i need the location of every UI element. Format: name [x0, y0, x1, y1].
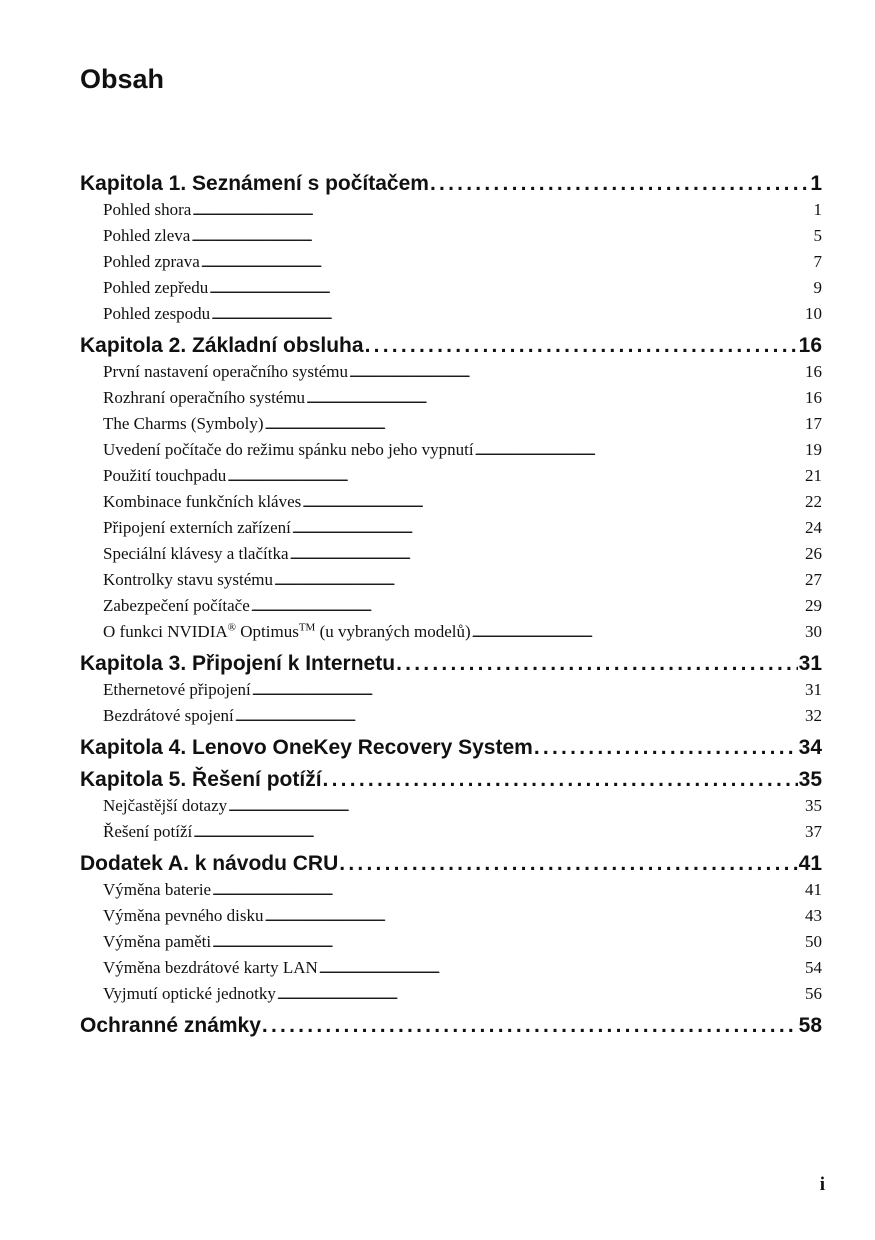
toc-section-entry[interactable] [80, 411, 822, 437]
dot-leader [265, 411, 804, 437]
dot-leader [209, 275, 812, 301]
toc-entry-title: The Charms (Symboly) [103, 414, 264, 433]
toc-entry-title: Výměna pevného disku [103, 906, 264, 925]
dot-leader [228, 793, 804, 819]
toc-section-entry[interactable] [80, 541, 822, 567]
toc-entry-title: Nejčastější dotazy [103, 796, 228, 815]
superscript: ® [227, 621, 236, 634]
toc-entry-title: Pohled zprava [103, 252, 200, 271]
toc-entry-title: Ethernetové připojení [103, 680, 251, 699]
toc-entry-page: 58 [798, 1014, 822, 1037]
toc-section-entry[interactable] [80, 593, 822, 619]
toc-entry-title: Speciální klávesy a tlačítka [103, 544, 289, 563]
dot-leader [211, 301, 804, 327]
toc-entry-page: 41 [798, 852, 822, 875]
toc-entry-page: 29 [805, 596, 822, 615]
toc-section-entry[interactable] [80, 981, 822, 1007]
toc-entry-page: 54 [805, 958, 822, 977]
toc-entry-title: Dodatek A. k návodu CRU [80, 852, 339, 875]
toc-entry-title: Pohled zleva [103, 226, 191, 245]
dot-leader [193, 819, 804, 845]
toc-entry-page: 37 [805, 822, 822, 841]
toc-entry-title: Pohled zepředu [103, 278, 209, 297]
page-title: Obsah [80, 64, 165, 94]
toc-chapter-entry[interactable] [80, 735, 822, 761]
dot-leader [472, 619, 804, 645]
toc-section-entry[interactable] [80, 793, 822, 819]
toc-entry-page: 16 [798, 334, 822, 357]
toc-entry-page: 43 [805, 906, 822, 925]
toc-section-entry[interactable] [80, 567, 822, 593]
toc-entry-title: Vyjmutí optické jednotky [103, 984, 276, 1003]
dot-leader [290, 541, 804, 567]
toc-entry-title: Rozhraní operačního systému [103, 388, 306, 407]
toc-chapter-entry[interactable] [80, 767, 822, 793]
toc-section-entry[interactable] [80, 275, 822, 301]
toc-entry-page: 21 [805, 466, 822, 485]
toc-entry-page: 27 [805, 570, 822, 589]
toc-entry-title: Použití touchpadu [103, 466, 227, 485]
toc-section-entry[interactable] [80, 677, 822, 703]
dot-leader [396, 651, 798, 677]
toc-section-entry[interactable] [80, 489, 822, 515]
toc-section-entry[interactable] [80, 197, 822, 223]
toc-section-entry[interactable] [80, 877, 822, 903]
dot-leader [265, 903, 804, 929]
toc-chapter-entry[interactable] [80, 1013, 822, 1039]
dot-leader [277, 981, 804, 1007]
toc-entry-title: Kontrolky stavu systému [103, 570, 273, 589]
toc-section-entry[interactable] [80, 359, 822, 385]
dot-leader [306, 385, 804, 411]
dot-leader [235, 703, 804, 729]
toc-entry-page: 35 [805, 796, 822, 815]
dot-leader [475, 437, 804, 463]
dot-leader [201, 249, 813, 275]
toc-section-entry[interactable] [80, 955, 822, 981]
toc-entry-page: 34 [798, 736, 822, 759]
toc-section-entry[interactable] [80, 223, 822, 249]
dot-leader [534, 735, 798, 761]
dot-leader [292, 515, 804, 541]
toc-entry-page: 1 [810, 172, 822, 195]
toc-entry-title: Kombinace funkčních kláves [103, 492, 302, 511]
toc-entry-title: Kapitola 1. Seznámení s počítačem [80, 172, 429, 195]
toc-chapter-entry[interactable] [80, 333, 822, 359]
dot-leader [212, 929, 804, 955]
toc-entry-page: 16 [805, 388, 822, 407]
superscript: TM [298, 621, 316, 634]
toc-entry-title: Řešení potíží [103, 822, 193, 841]
toc-entry-title: Bezdrátové spojení [103, 706, 234, 725]
dot-leader [262, 1013, 798, 1039]
toc-entry-title: Výměna baterie [103, 880, 212, 899]
dot-leader [339, 851, 797, 877]
toc-section-entry[interactable] [80, 929, 822, 955]
toc-entry-title: Ochranné známky [80, 1014, 261, 1037]
toc-entry-page: 7 [813, 252, 822, 271]
toc-section-entry[interactable] [80, 463, 822, 489]
toc-entry-page: 56 [805, 984, 822, 1003]
toc-entry-page: 35 [798, 768, 822, 791]
toc-chapter-entry[interactable] [80, 651, 822, 677]
title-part: (u vybraných modelů) [315, 622, 471, 641]
toc-entry-title: Pohled zespodu [103, 304, 211, 323]
toc-entry-title: První nastavení operačního systému [103, 362, 349, 381]
dot-leader [212, 877, 804, 903]
dot-leader [323, 767, 798, 793]
dot-leader [365, 333, 798, 359]
toc-entry-page: 5 [813, 226, 822, 245]
toc-section-entry[interactable] [80, 385, 822, 411]
toc-entry-title: Připojení externích zařízení [103, 518, 291, 537]
toc-entry-page: 30 [805, 622, 822, 641]
dot-leader [319, 955, 804, 981]
dot-leader [302, 489, 804, 515]
page-number: i [819, 1174, 825, 1195]
dot-leader [251, 593, 804, 619]
toc-section-entry[interactable] [80, 437, 822, 463]
toc-entry-title [103, 619, 471, 644]
toc-entry-page: 26 [805, 544, 822, 563]
toc-entry-page: 17 [805, 414, 822, 433]
dot-leader [430, 171, 809, 197]
title-part: O funkci NVIDIA [103, 622, 228, 641]
toc-entry-page: 31 [798, 652, 822, 675]
dot-leader [227, 463, 804, 489]
dot-leader [192, 197, 812, 223]
toc-entry-title: Kapitola 2. Základní obsluha [80, 334, 364, 357]
toc-entry-title: Kapitola 4. Lenovo OneKey Recovery System [80, 736, 533, 759]
toc-entry-page: 31 [805, 680, 822, 699]
toc-entry-title: Uvedení počítače do režimu spánku nebo jeho vypnutí [103, 440, 474, 459]
toc-section-entry[interactable] [80, 249, 822, 275]
dot-leader [252, 677, 804, 703]
toc-section-entry[interactable] [80, 301, 822, 327]
toc-entry-page: 50 [805, 932, 822, 951]
toc-entry-page: 10 [805, 304, 822, 323]
toc-section-entry[interactable] [80, 703, 822, 729]
toc-entry-title: Kapitola 5. Řešení potíží [80, 768, 322, 791]
toc-section-entry[interactable] [80, 903, 822, 929]
toc-entry-page: 1 [813, 200, 822, 219]
toc-chapter-entry[interactable] [80, 851, 822, 877]
toc-section-entry[interactable] [80, 819, 822, 845]
toc-entry-title: Zabezpečení počítače [103, 596, 250, 615]
dot-leader [274, 567, 804, 593]
dot-leader [349, 359, 804, 385]
toc-entry-page: 16 [805, 362, 822, 381]
toc-entry-page: 32 [805, 706, 822, 725]
toc-entry-page: 24 [805, 518, 822, 537]
toc-entry-page: 41 [805, 880, 822, 899]
toc-entry-title: Výměna bezdrátové karty LAN [103, 958, 318, 977]
toc-entry-page: 22 [805, 492, 822, 511]
toc-entry-title: Kapitola 3. Připojení k Internetu [80, 652, 396, 675]
toc-entry-page: 9 [813, 278, 822, 297]
toc-entry-title: Výměna paměti [103, 932, 212, 951]
toc-section-entry[interactable] [80, 619, 822, 645]
dot-leader [191, 223, 812, 249]
title-part: Optimus [236, 622, 299, 641]
toc-entry-title: Pohled shora [103, 200, 192, 219]
table-of-contents [80, 171, 822, 1039]
toc-section-entry[interactable] [80, 515, 822, 541]
toc-entry-page: 19 [805, 440, 822, 459]
toc-chapter-entry[interactable] [80, 171, 822, 197]
